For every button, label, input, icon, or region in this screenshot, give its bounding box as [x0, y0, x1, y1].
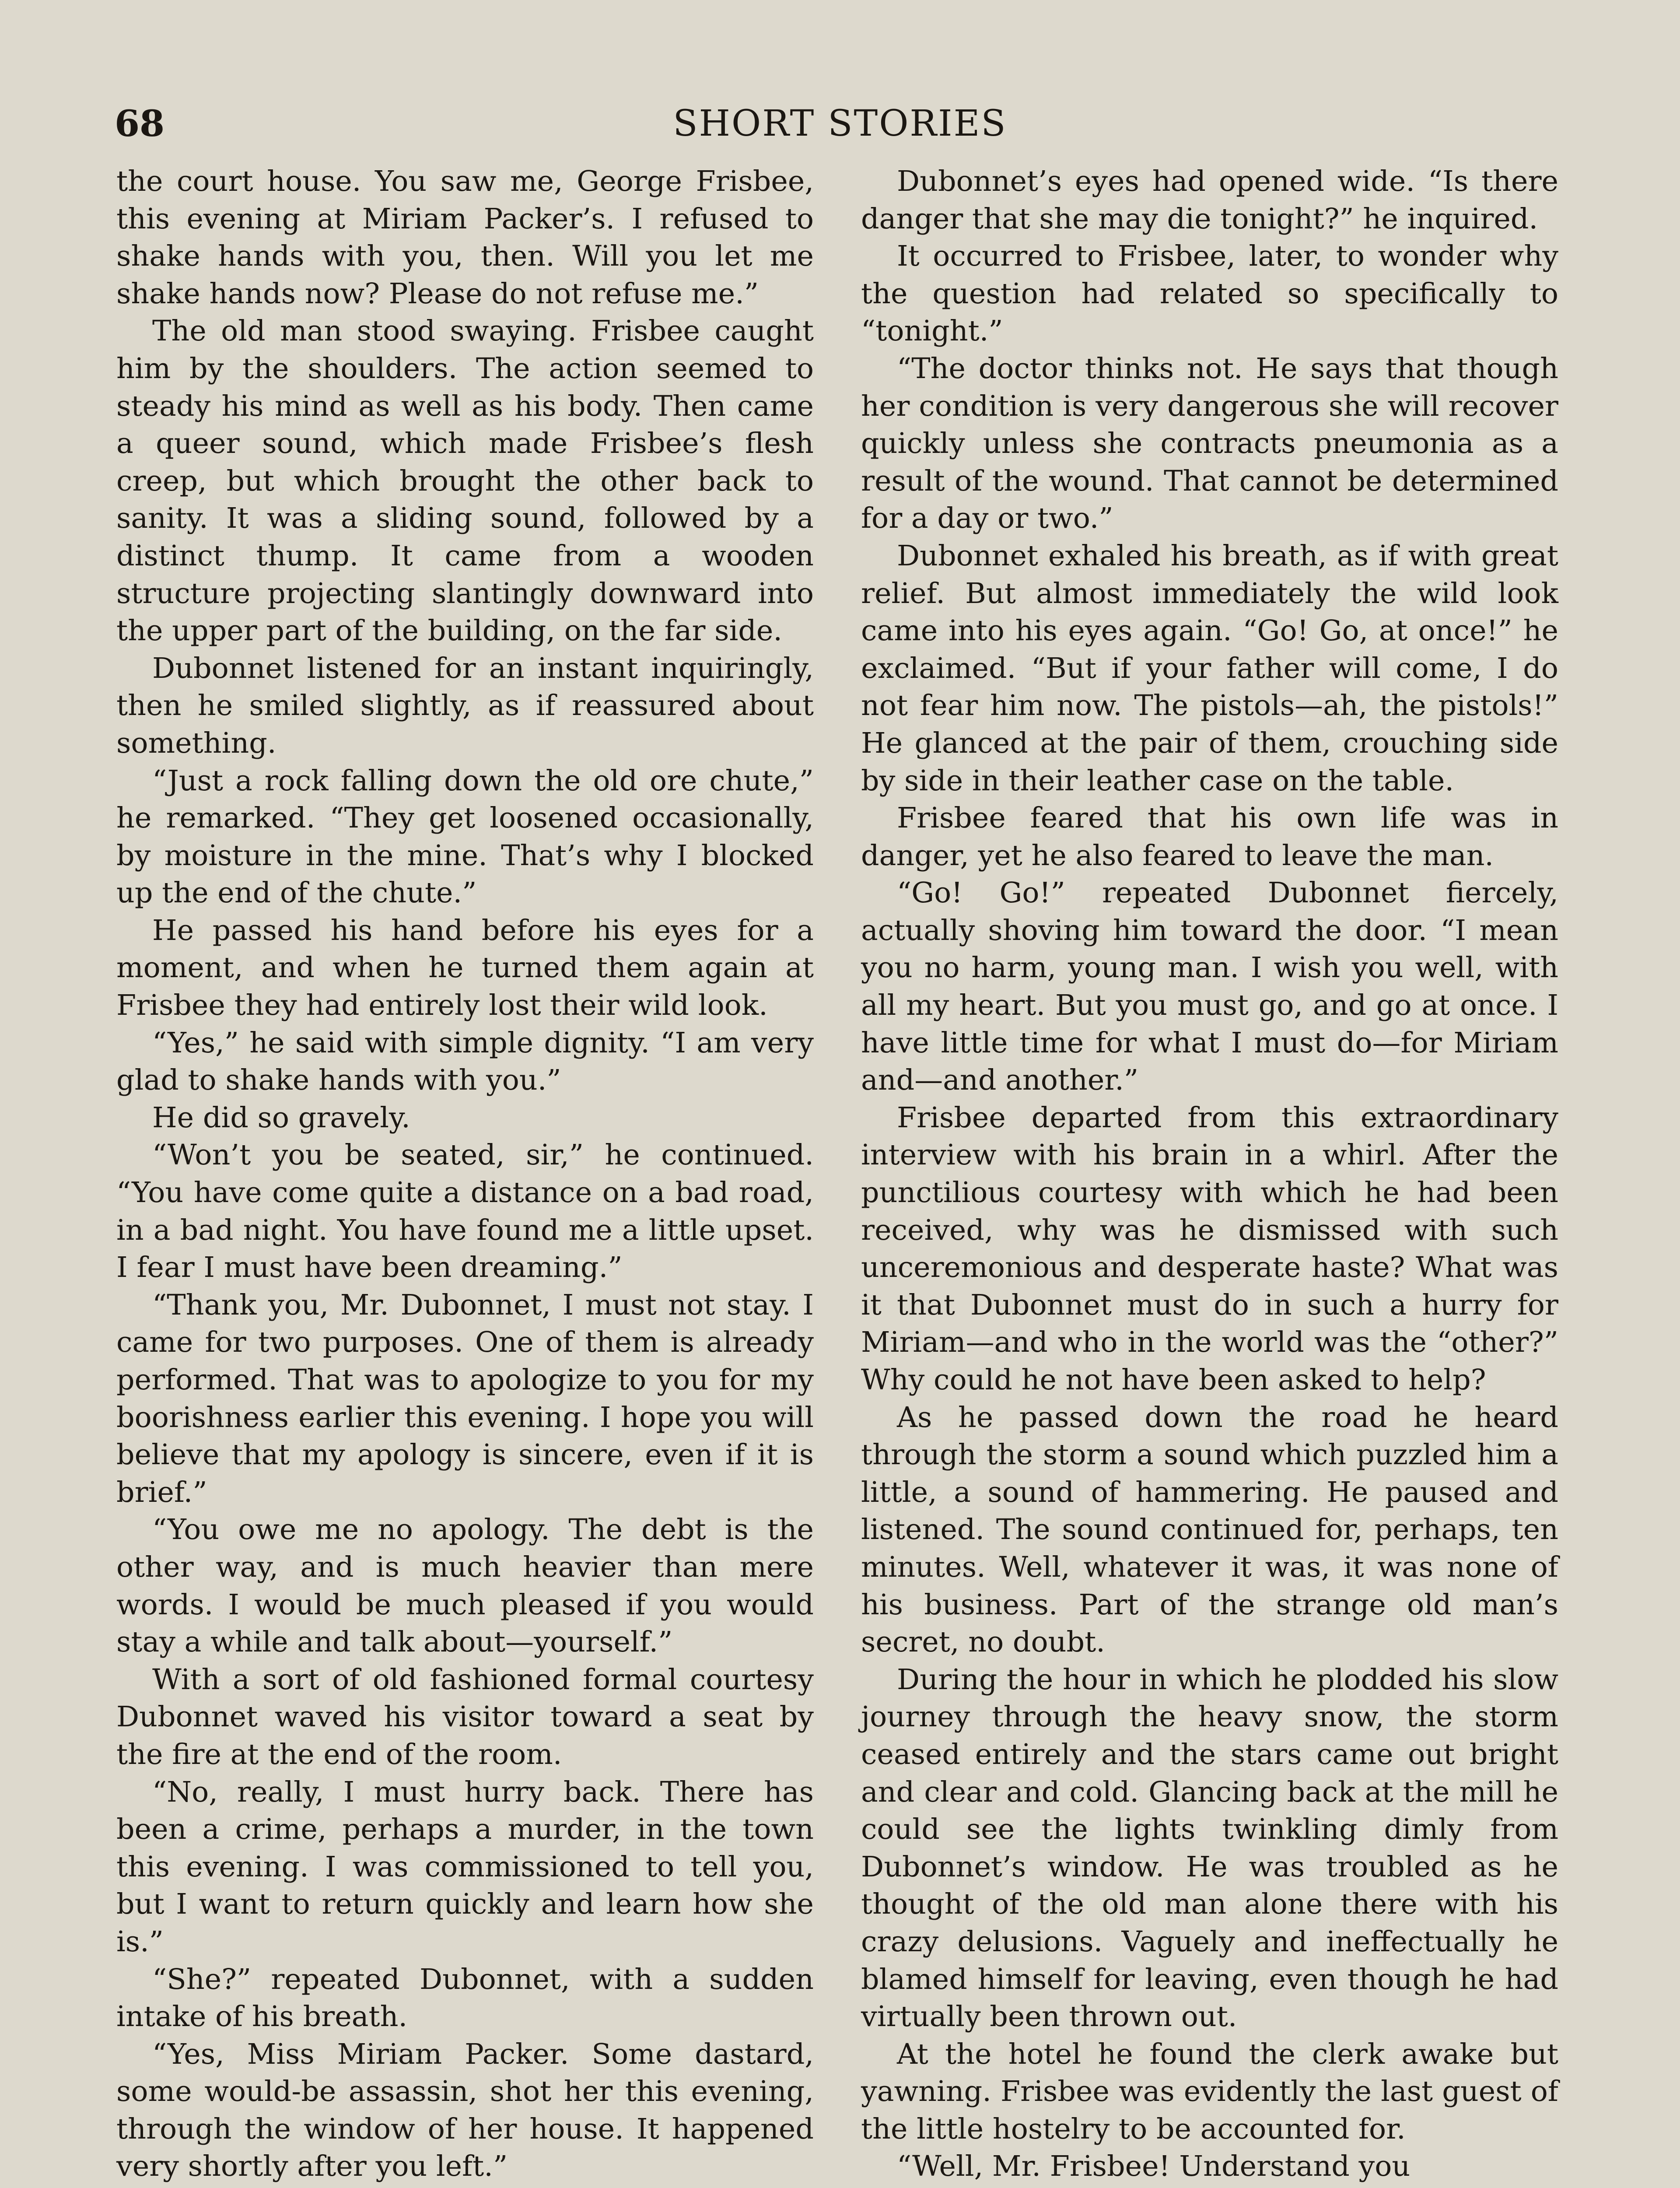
text-column-left: [116, 163, 814, 2185]
paragraph: As he passed down the road he heard through the storm a sound which puzzled him a little, a sound of hammering. He paused and listened. The sound continued for, perhaps, ten minutes. Well, whatever it was, it was none of his business. Part of the strange old man’s secret, no doubt.: [861, 1401, 1558, 1659]
paragraph: Dubonnet listened for an instant inquiringly, then he smiled slightly, as if reassured about something.: [116, 652, 814, 760]
paragraph: “Go! Go!” repeated Dubonnet fiercely, actually shoving him toward the door. “I mean you no harm, young man. I wish you well, with all my heart. But you must go, and go at once. I have little time for what I must do—for Miriam and—and another.”: [861, 877, 1558, 1097]
paragraph: “The doctor thinks not. He says that though her condition is very dangerous she will recover quickly unless she contracts pneumonia as a result of the wound. That cannot be determined for a day or two.”: [861, 352, 1558, 535]
paragraph: At the hotel he found the clerk awake but yawning. Frisbee was evidently the last guest of the little hostelry to be accounted for.: [861, 2037, 1558, 2146]
paragraph: “Just a rock falling down the old ore chute,” he remarked. “They get loosened occasionally, by moisture in the mine. That’s why I blocked up the end of the chute.”: [116, 764, 814, 910]
paragraph: He passed his hand before his eyes for a moment, and when he turned them again at Frisbee they had entirely lost their wild look.: [116, 914, 814, 1022]
paragraph: Dubonnet’s eyes had opened wide. “Is there danger that she may die tonight?” he inquired.: [861, 165, 1558, 235]
page-header: [115, 100, 1565, 148]
paragraph: “Yes, Miss Miriam Packer. Some dastard, some would-be assassin, shot her this evening, through the window of her house. It happened very shortly after you left.”: [116, 2037, 814, 2183]
paragraph: “You owe me no apology. The debt is the other way, and is much heavier than mere words. I would be much pleased if you would stay a while and talk about—yourself.”: [116, 1513, 814, 1659]
running-title: SHORT STORIES: [673, 103, 1007, 144]
paragraph: “Well, Mr. Frisbee! Understand you: [897, 2150, 1410, 2183]
paragraph: He did so gravely.: [152, 1101, 410, 1134]
paragraph: “She?” repeated Dubonnet, with a sudden intake of his breath.: [116, 1963, 814, 2034]
paragraph: “Won’t you be seated, sir,” he continued. “You have come quite a distance on a bad road, in a bad night. You have found me a little upset. I fear I must have been dreaming.”: [116, 1139, 814, 1284]
paragraph: It occurred to Frisbee, later, to wonder why the question had related so specifically to “tonight.”: [861, 240, 1558, 348]
paragraph: Frisbee departed from this extraordinary interview with his brain in a whirl. After the punctilious courtesy with which he had been received, why was he dismissed with such unceremonious and desperate haste? What was it that Dubonnet must do in such a hurry for Miriam—and who in the world was the “other?” Why could he not have been asked to help?: [861, 1101, 1558, 1396]
paragraph: “No, really, I must hurry back. There has been a crime, perhaps a murder, in the town this evening. I was commissioned to tell you, but I want to return quickly and learn how she is.”: [116, 1775, 814, 1958]
paragraph: During the hour in which he plodded his slow journey through the heavy snow, the storm ceased entirely and the stars came out bright and clear and cold. Glancing back at the mill he could see the lights twinkling dimly from Dubonnet’s window. He was troubled as he thought of the old man alone there with his crazy delusions. Vaguely and ineffectually he blamed himself for leaving, even though he had virtually been thrown out.: [861, 1663, 1558, 2034]
paragraph: the court house. You saw me, George Frisbee, this evening at Miriam Packer’s. I refused to shake hands with you, then. Will you let me shake hands now? Please do not refuse me.”: [116, 165, 814, 310]
paragraph: “Thank you, Mr. Dubonnet, I must not stay. I came for two purposes. One of them is already performed. That was to apologize to you for my boorishness earlier this evening. I hope you will believe that my apology is sincere, even if it is brief.”: [116, 1288, 814, 1509]
paragraph: With a sort of old fashioned formal courtesy Dubonnet waved his visitor toward a seat by the fire at the end of the room.: [116, 1663, 814, 1771]
paragraph: Frisbee feared that his own life was in danger, yet he also feared to leave the man.: [861, 802, 1558, 872]
text-column-right: [861, 163, 1558, 2185]
paragraph: “Yes,” he said with simple dignity. “I am very glad to shake hands with you.”: [116, 1026, 814, 1097]
paragraph: The old man stood swaying. Frisbee caught him by the shoulders. The action seemed to steady his mind as well as his body. Then came a queer sound, which made Frisbee’s flesh creep, but which brought the other back to sanity. It was a sliding sound, followed by a distinct thump. It came from a wooden structure projecting slantingly downward into the upper part of the building, on the far side.: [116, 315, 814, 648]
page-number: 68: [115, 103, 165, 145]
paragraph: Dubonnet exhaled his breath, as if with great relief. But almost immediately the wild look came into his eyes again. “Go! Go, at once!” he exclaimed. “But if your father will come, I do not fear him now. The pistols—ah, the pistols!” He glanced at the pair of them, crouching side by side in their leather case on the table.: [861, 539, 1558, 797]
